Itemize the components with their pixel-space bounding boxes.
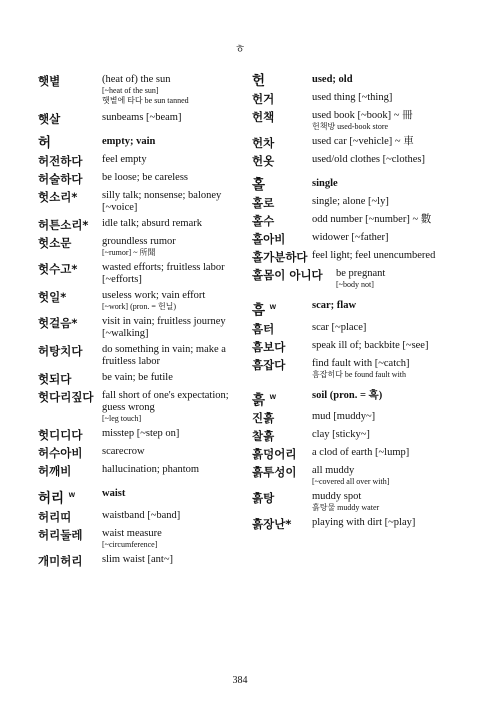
headword: 흙덩어리	[252, 447, 297, 461]
dictionary-entry	[252, 447, 452, 461]
headword: 헛걸음*	[38, 316, 78, 330]
definition: be vain; be futile	[102, 372, 173, 383]
section-heading	[38, 136, 248, 150]
dictionary-entry	[38, 172, 248, 186]
dictionary-entry	[252, 214, 452, 228]
dictionary-entry	[252, 517, 452, 531]
definition: speak ill of; backbite [~see]	[312, 339, 429, 351]
headword: 헛다리짚다	[38, 390, 94, 404]
headword: 허	[38, 135, 52, 151]
definition: feel empty	[102, 154, 147, 165]
gloss: groundless rumor	[102, 236, 176, 247]
sub-entry: 흠잡히다 be found fault with	[312, 369, 407, 379]
dictionary-entry	[252, 491, 452, 513]
headword: 홀수	[252, 214, 275, 228]
dictionary-entry	[38, 236, 248, 258]
headword: 홀	[252, 177, 266, 193]
headword: 홀아비	[252, 232, 286, 246]
dictionary-entry	[38, 464, 248, 478]
definition: clay [sticky~]	[312, 429, 370, 440]
dictionary-entry	[252, 250, 452, 264]
headword: 헌거	[252, 92, 275, 106]
definition: be loose; be careless	[102, 172, 189, 183]
headword-text: 흠	[252, 302, 266, 319]
definition: odd number [~number] ~ 數	[312, 214, 432, 225]
dictionary-entry	[38, 112, 248, 126]
dictionary-entry	[38, 554, 248, 568]
dictionary-entry	[38, 316, 248, 340]
page-number: 384	[232, 675, 248, 686]
definition: waistband [~band]	[102, 509, 181, 521]
literal-note: [~circumference]	[102, 539, 158, 549]
literal-note: [~rumor] ~ 所聞	[102, 248, 156, 257]
dictionary-entry	[38, 372, 248, 386]
definition	[312, 358, 452, 380]
definition: used car [~vehicle] ~ 車	[312, 136, 414, 147]
sub-entry: 흙탕물 muddy water	[312, 503, 380, 512]
word-class-mark: w	[269, 391, 276, 401]
definition: empty; vain	[102, 136, 156, 147]
definition: slim waist [ant~]	[102, 553, 174, 565]
headword: 허탕치다	[38, 344, 83, 358]
dictionary-entry	[252, 358, 452, 380]
definition: used thing [~thing]	[312, 92, 393, 103]
definition	[312, 110, 452, 132]
headword: 홀몸이 아니다	[252, 268, 323, 282]
definition: do something in vain; make a fruitless labor	[102, 344, 226, 367]
dictionary-entry	[252, 429, 452, 443]
dictionary-entry	[252, 136, 452, 150]
page-header: ㅎ	[234, 43, 246, 55]
gloss: useless work; vain effort	[102, 290, 206, 301]
dictionary-entry	[38, 154, 248, 168]
sub-entry: 헌책방 used-book store	[312, 122, 389, 131]
headword: 헌	[252, 73, 266, 89]
gloss: find fault with [~catch]	[312, 357, 410, 369]
gloss: all muddy	[312, 465, 355, 476]
headword	[252, 390, 312, 408]
dictionary-entry	[38, 446, 248, 460]
definition	[312, 465, 452, 487]
definition: single	[312, 178, 338, 189]
definition: misstep [~step on]	[102, 428, 180, 439]
headword: 헛소리*	[38, 190, 78, 204]
gloss: fall short of one's expectation; guess wrong	[102, 390, 229, 413]
dictionary-entry	[252, 92, 452, 106]
definition	[102, 74, 248, 106]
section-heading	[252, 178, 452, 192]
section-heading	[252, 300, 452, 318]
headword: 허튼소리*	[38, 218, 89, 232]
right-column	[252, 74, 452, 535]
dictionary-entry	[252, 232, 452, 246]
gloss: be pregnant	[336, 268, 386, 279]
definition	[336, 268, 452, 290]
literal-note: [~body not]	[336, 280, 374, 289]
definition: feel light; feel unencumbered	[312, 250, 436, 261]
definition	[102, 528, 248, 550]
definition: a clod of earth [~lump]	[312, 447, 410, 458]
section-heading	[252, 390, 452, 408]
dictionary-entry	[252, 196, 452, 210]
headword: 흙투성이	[252, 465, 297, 479]
definition: idle talk; absurd remark	[102, 218, 203, 229]
word-class-mark: w	[68, 490, 76, 499]
dictionary-entry	[252, 465, 452, 487]
dictionary-entry	[38, 218, 248, 232]
headword: 헛일*	[38, 290, 67, 304]
section-heading	[252, 74, 452, 88]
definition: scar [~place]	[312, 321, 367, 333]
left-column	[38, 74, 248, 572]
headword: 햇살	[38, 112, 61, 126]
headword: 허전하다	[38, 154, 83, 168]
literal-note: [~leg touch]	[102, 414, 142, 423]
headword: 햇볕	[38, 74, 61, 88]
definition: hallucination; phantom	[102, 464, 200, 475]
headword: 개미허리	[38, 553, 83, 568]
dictionary-entry	[252, 322, 452, 336]
headword: 흠터	[252, 321, 275, 336]
headword: 허리띠	[38, 509, 72, 524]
headword-text: 흙	[252, 392, 266, 408]
gloss: waist measure	[102, 527, 162, 539]
definition: soil (pron. = 흑)	[312, 389, 383, 401]
definition: single; alone [~ly]	[312, 196, 389, 207]
headword: 홀로	[252, 196, 275, 210]
definition: sunbeams [~beam]	[102, 112, 182, 123]
definition: silly talk; nonsense; baloney [~voice]	[102, 190, 222, 213]
headword: 헛수고*	[38, 262, 78, 276]
headword: 헌차	[252, 136, 275, 150]
dictionary-entry	[252, 154, 452, 168]
dictionary-entry	[38, 390, 248, 424]
literal-note: [~heat of the sun]	[102, 86, 159, 95]
gloss: (heat of) the sun	[102, 74, 171, 85]
headword: 헌옷	[252, 154, 275, 168]
literal-note: [~covered all over with]	[312, 477, 390, 486]
headword: 허술하다	[38, 172, 83, 186]
definition	[102, 236, 248, 258]
dictionary-entry	[38, 528, 248, 550]
headword: 흠보다	[252, 339, 286, 354]
gloss: used book [~book] ~ 冊	[312, 110, 413, 121]
definition: used/old clothes [~clothes]	[312, 154, 425, 165]
definition: scar; flaw	[312, 300, 357, 311]
dictionary-entry	[38, 428, 248, 442]
definition: wasted efforts; fruitless labor [~efforts]	[102, 262, 225, 285]
dictionary-entry	[252, 110, 452, 132]
headword: 헛디디다	[38, 428, 83, 442]
word-class-mark: w	[269, 302, 276, 311]
dictionary-entry	[38, 290, 248, 312]
dictionary-entry	[38, 190, 248, 214]
headword: 허수아비	[38, 446, 83, 460]
dictionary-entry	[252, 340, 452, 354]
definition: mud [muddy~]	[312, 411, 376, 422]
definition: visit in vain; fruitless journey [~walking]	[102, 316, 226, 339]
dictionary-entry	[252, 268, 452, 290]
headword	[38, 488, 102, 506]
headword	[252, 300, 312, 318]
dictionary-entry	[252, 411, 452, 425]
headword: 흙장난*	[252, 517, 292, 531]
headword-text: 허리	[38, 490, 65, 507]
headword: 허깨비	[38, 464, 72, 478]
headword: 헌책	[252, 110, 275, 124]
headword: 헛소문	[38, 236, 72, 250]
definition: widower [~father]	[312, 232, 389, 243]
section-heading	[38, 488, 248, 506]
literal-note: [~work] (pron. = 헌닐)	[102, 302, 177, 311]
headword: 찰흙	[252, 429, 275, 443]
dictionary-entry	[38, 510, 248, 524]
headword: 홀가분하다	[252, 250, 308, 264]
headword: 헛되다	[38, 372, 72, 386]
definition	[102, 390, 248, 424]
definition: used; old	[312, 74, 353, 85]
headword: 흠잡다	[252, 357, 286, 372]
definition: waist	[102, 488, 126, 499]
definition	[312, 491, 452, 513]
definition: playing with dirt [~play]	[312, 517, 416, 528]
headword: 진흙	[252, 411, 275, 425]
dictionary-entry	[38, 344, 248, 368]
dictionary-entry	[38, 74, 248, 106]
definition	[102, 290, 248, 312]
headword: 흙탕	[252, 491, 275, 505]
headword: 허리둘레	[38, 527, 83, 542]
definition: scarecrow	[102, 446, 145, 457]
gloss: muddy spot	[312, 491, 362, 502]
sub-entry: 햇볕에 타다 be sun tanned	[102, 96, 189, 105]
dictionary-entry	[38, 262, 248, 286]
